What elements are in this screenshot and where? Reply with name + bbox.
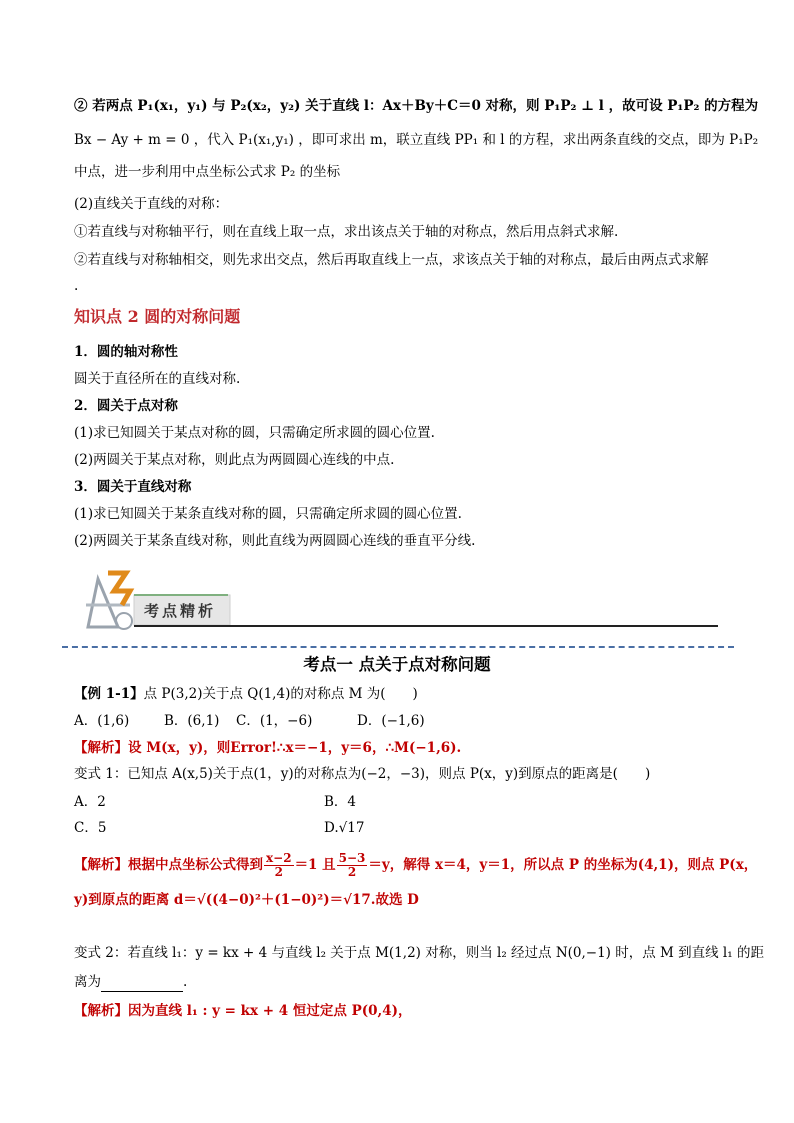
- kp2-text-2b: (2)两圆关于某点对称，则此点为两圆圆心连线的中点.: [74, 452, 395, 468]
- v1-frac1-den: 2: [274, 865, 283, 879]
- option-c: C．(1，−6): [236, 713, 313, 729]
- v1-solution-a: 根据中点坐标公式得到: [128, 857, 263, 873]
- banner-title: 考点精析: [144, 602, 217, 620]
- v1-option-c: C．5: [74, 820, 107, 836]
- example-1-1: [74, 684, 734, 704]
- example-solution: [74, 738, 734, 758]
- paragraph-p1-line1: ② 若两点 P₁(x₁，y₁) 与 P₂(x₂，y₂) 关于直线 l：Ax＋By＋C＝0 对称，则 P₁P₂ ⊥ l ，故可设 P₁P₂ 的方程为: [74, 98, 759, 114]
- variant-1-question: 变式 1：已知点 A(x,5)关于点(1，y)的对称点为(−2，−3)，则点 P(x，y)到原点的距离是( ): [74, 766, 651, 782]
- v1-solution-b: ＝1 且: [294, 857, 336, 873]
- solution-text: 设 M(x，y)，则Error!∴x＝−1，y＝6，∴M(−1,6).: [128, 740, 462, 756]
- knowledge-point-heading: 知识点 2 圆的对称问题: [74, 307, 241, 326]
- solution-label: 【解析】: [74, 740, 128, 756]
- v2-solution-text: 因为直线 l₁ : y = kx + 4 恒过定点 P(0,4)，: [128, 1003, 412, 1019]
- kp2-heading-1: 1．圆的轴对称性: [74, 344, 178, 360]
- v1-fraction-1: [264, 852, 294, 879]
- paragraph-p1-line3: 中点，进一步利用中点坐标公式求 P₂ 的坐标: [74, 164, 341, 180]
- divider-line: [62, 646, 734, 648]
- option-b: B．(6,1): [164, 713, 220, 729]
- v1-frac2-num: 5−3: [338, 851, 366, 865]
- ruler-triangle-icon: [86, 573, 132, 629]
- v1-solution-c: ＝y，解得 x＝4，y＝1，所以点 P 的坐标为(4,1)，则点 P(x，: [368, 857, 758, 873]
- v1-option-b: B．4: [324, 794, 357, 810]
- option-d: D．(−1,6): [357, 713, 425, 729]
- v1-frac1-num: x−2: [266, 851, 292, 865]
- subheading-line-symmetry: (2)直线关于直线的对称：: [74, 196, 229, 212]
- v2-line2-text: 离为: [74, 974, 101, 990]
- option-a: A．(1,6): [74, 713, 130, 729]
- kp2-heading-2: 2．圆关于点对称: [74, 398, 178, 414]
- v1-frac2-den: 2: [347, 865, 357, 879]
- kp2-text-3a: (1)求已知圆关于某条直线对称的圆，只需确定所求圆的圆心位置.: [74, 506, 462, 522]
- variant-1-solution-line1: [74, 851, 758, 879]
- item-parallel: ①若直线与对称轴平行，则在直线上取一点，求出该点关于轴的对称点，然后用点斜式求解.: [74, 224, 619, 240]
- variant-2-solution: [74, 1001, 734, 1021]
- v2-tail: .: [183, 974, 188, 990]
- v2-solution-label: 【解析】: [74, 1003, 128, 1019]
- section-banner: [78, 565, 718, 635]
- answer-blank: [101, 977, 183, 992]
- v1-fraction-2: [337, 852, 368, 879]
- kp2-text-2a: (1)求已知圆关于某点对称的圆，只需确定所求圆的圆心位置.: [74, 425, 435, 441]
- kp2-text-3b: (2)两圆关于某条直线对称，则此直线为两圆圆心连线的垂直平分线.: [74, 533, 476, 549]
- v1-solution-label: 【解析】: [74, 857, 128, 873]
- variant-2-line2: [74, 972, 734, 992]
- paragraph-p1-line2: Bx − Ay + m = 0 ，代入 P₁(x₁,y₁) ，即可求出 m，联立直线 PP₁ 和 l 的方程，求出两条直线的交点，即为 P₁P₂: [74, 132, 759, 148]
- variant-1-solution-line2: y)到原点的距离 d＝√((4−0)²＋(1−0)²)＝√17.故选 D: [74, 892, 419, 908]
- kp2-text-1: 圆关于直径所在的直线对称.: [74, 371, 241, 387]
- v1-option-d: D.√17: [324, 820, 365, 836]
- item-intersect-line1: ②若直线与对称轴相交，则先求出交点，然后再取直线上一点，求该点关于轴的对称点，最后由两点式求解: [74, 252, 709, 268]
- kp2-heading-3: 3．圆关于直线对称: [74, 479, 192, 495]
- item-intersect-line2: .: [74, 278, 79, 294]
- example-text: 点 P(3,2)关于点 Q(1,4)的对称点 M 为( ): [143, 686, 418, 702]
- v1-option-a: A．2: [74, 794, 106, 810]
- example-label: 【例 1-1】: [74, 686, 144, 702]
- variant-2-line1: 变式 2：若直线 l₁：y = kx + 4 与直线 l₂ 关于点 M(1,2) 对称，则当 l₂ 经过点 N(0,−1) 时，点 M 到直线 l₁ 的距: [74, 945, 764, 961]
- topic-title: 考点一 点关于点对称问题: [303, 655, 491, 674]
